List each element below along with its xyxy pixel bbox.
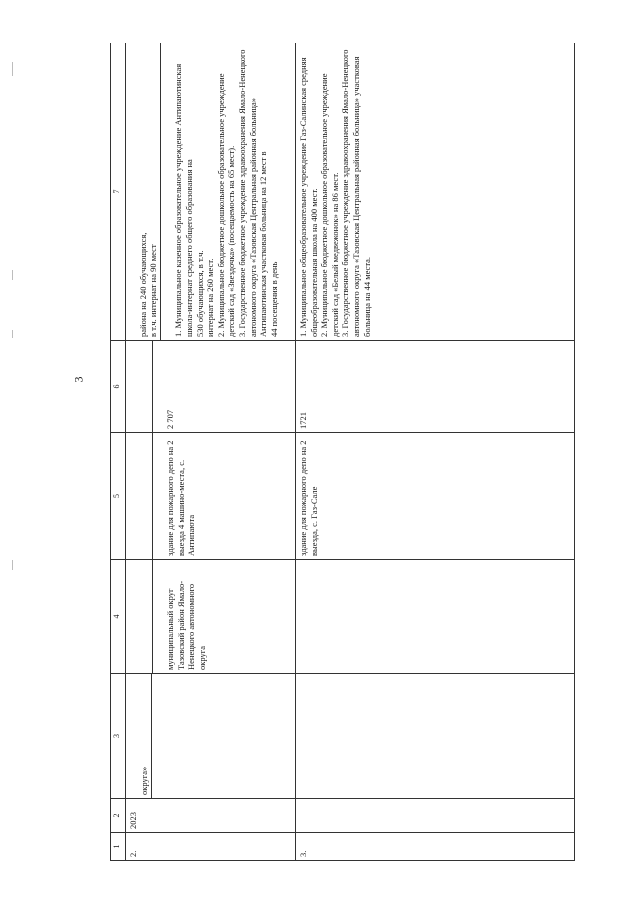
header-cell: 3 — [111, 674, 126, 799]
year-cell — [296, 799, 575, 833]
population-text: 2 707 — [165, 409, 176, 429]
facilities-cell: 1. Муниципальное общеобразовательное учреждение Газ-Салинская средняя общеобразовательная школа на 400 мест. 2. Муниципальное бюджетное дошкольное образовательное учреждение детский сад «Белый медвежонок» на 86 мест. 3. Государственное бюджетное учреждение здравоохранения Ямало-Ненецкого автономного округа «Тазовская Центральная районная больница» участковая больница на 44 места. — [296, 43, 575, 341]
header-cell: 1 — [111, 833, 126, 861]
municipality-cell — [296, 560, 575, 674]
header-cell: 6 — [111, 341, 126, 433]
continuation-text: округа» — [137, 674, 152, 798]
continuation-blank — [137, 341, 153, 432]
facilities-cell — [126, 43, 296, 341]
facilities-text: 1. Муниципальное казенное образовательное учреждение Антипаютинская школа-интернат среднего общего образования на 530 обучающихся, в т.ч. интернат на 260 мест. 2. Муниципальное бюджетное дошкольное образовательное учреждение детский сад «Звездочка» (посещаемость на 65 мест). 3. Государственное бюджетное учреждение здравоохранения Ямало-Ненецкого автономного округа «Тазовская Центральная районная больница» Антипаютинская участковая больница на 12 мест в 44 посещения в день — [173, 49, 279, 337]
header-cell: 2 — [111, 799, 126, 833]
margin-mark — [12, 62, 13, 76]
building-cell: здание для пожарного депо на 2 выезда, с. Газ-Сале — [296, 433, 575, 560]
table-row — [126, 43, 296, 861]
row-number-cell: 3. — [296, 833, 575, 861]
row-number-cell: 2. — [126, 833, 296, 861]
header-row — [111, 43, 126, 861]
population-cell — [126, 341, 296, 433]
table-row — [296, 43, 575, 861]
margin-mark — [12, 560, 13, 570]
data-table — [110, 43, 575, 861]
region-cell — [296, 674, 575, 799]
rotated-table-container — [110, 43, 575, 861]
table-region — [110, 43, 575, 861]
building-text: здание для пожарного депо на 2 выезда 4 машино-места, с. Антипаюта — [165, 440, 197, 556]
page-number: 3 — [71, 376, 86, 383]
header-cell: 5 — [111, 433, 126, 560]
municipality-text: муниципальный округ Тазовский район Ямало-Ненецкого автономного округа — [165, 580, 207, 670]
margin-mark — [12, 270, 13, 280]
region-cell — [126, 674, 296, 799]
population-cell: 1721 — [296, 341, 575, 433]
continuation-blank — [137, 433, 153, 559]
building-cell — [126, 433, 296, 560]
header-cell: 4 — [111, 560, 126, 674]
continuation-text: района на 240 обучающихся, в т.ч. интернат на 90 мест — [137, 43, 161, 340]
year-cell: 2023 — [126, 799, 296, 833]
continuation-blank — [137, 560, 153, 673]
header-cell: 7 — [111, 43, 126, 341]
margin-mark — [12, 330, 13, 338]
municipality-cell — [126, 560, 296, 674]
